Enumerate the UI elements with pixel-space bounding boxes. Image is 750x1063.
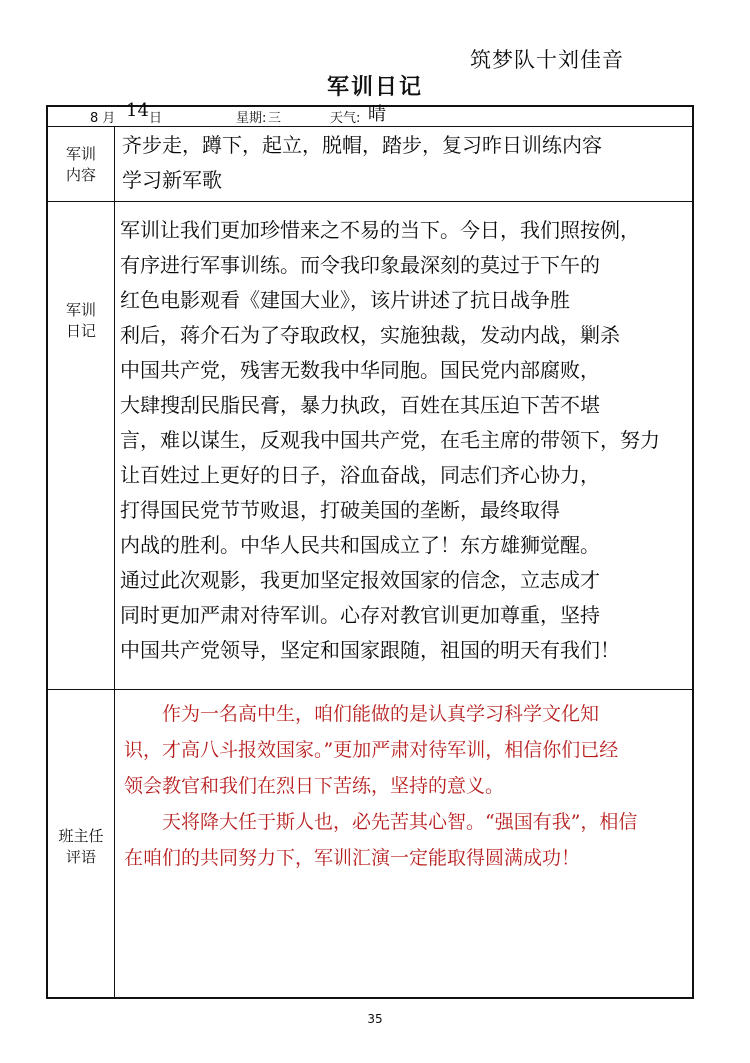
- diary-line: 大肆搜刮民脂民膏，暴力执政，百姓在其压迫下苦不堪: [120, 393, 600, 417]
- teacher-comment-text: [124, 696, 690, 876]
- weekday-label: 星期:: [236, 111, 267, 126]
- content-line: 学习新军歌: [122, 168, 222, 192]
- teacher-comment-label: 班主任 评语: [58, 827, 104, 866]
- content-text: [122, 128, 688, 198]
- comment-line: 天将降大任于斯人也，必先苦其心智。“强国有我”，相信: [124, 811, 638, 833]
- content-line: 齐步走，蹲下，起立，脱帽，踏步，复习昨日训练内容: [122, 133, 602, 157]
- comment-line: 作为一名高中生，咱们能做的是认真学习科学文化知: [124, 703, 600, 725]
- diary-text: [120, 213, 690, 668]
- diary-line: 通过此次观影，我更加坚定报效国家的信念，立志成才: [120, 568, 600, 592]
- comment-line: 在咱们的共同努力下，军训汇演一定能取得圆满成功！: [124, 847, 581, 869]
- diary-line: 让百姓过上更好的日子，浴血奋战，同志们齐心协力，: [120, 463, 600, 487]
- diary-line: 有序进行军事训练。而令我印象最深刻的莫过于下午的: [120, 253, 600, 277]
- diary-line: 打得国民党节节败退，打破美国的垄断，最终取得: [120, 498, 560, 522]
- page-title: 军训日记: [326, 75, 423, 100]
- diary-line: 红色电影观看《建国大业》，该片讲述了抗日战争胜: [120, 288, 570, 312]
- author-note: 筑梦队十刘佳音: [470, 48, 624, 72]
- diary-line: 言，难以谋生，反观我中国共产党，在毛主席的带领下，努力: [120, 428, 660, 452]
- diary-line: 内战的胜利。中华人民共和国成立了！东方雄狮觉醒。: [120, 533, 600, 557]
- diary-line: 军训让我们更加珍惜来之不易的当下。今日，我们照按例，: [120, 218, 640, 242]
- content-row-divider: [46, 201, 694, 202]
- content-label: 军训 内容: [65, 145, 96, 184]
- weather-label: 天气:: [330, 111, 361, 126]
- weekday-value: 三: [268, 111, 282, 126]
- diary-line: 同时更加严肃对待军训。心存对教官训更加尊重，坚持: [120, 603, 600, 627]
- date-month-label: 8 月: [90, 111, 116, 126]
- label-column-divider: [114, 126, 115, 999]
- weather-value: 晴: [368, 104, 386, 125]
- diary-line: 中国共产党领导，坚定和国家跟随，祖国的明天有我们！: [120, 638, 620, 662]
- comment-line: 领会教官和我们在烈日下苦练，坚持的意义。: [124, 775, 505, 797]
- comment-line: 识，才高八斗报效国家。”更加严肃对待军训，相信你们已经: [124, 739, 619, 761]
- diary-row-divider: [46, 689, 694, 690]
- header-row-divider: [46, 126, 694, 127]
- date-day-value: 14: [126, 100, 149, 121]
- diary-label: 军训 日记: [65, 301, 96, 340]
- date-day-unit: 日: [149, 111, 163, 126]
- diary-line: 中国共产党，残害无数我中华同胞。国民党内部腐败，: [120, 358, 600, 382]
- diary-line: 利后，蒋介石为了夺取政权，实施独裁，发动内战，剿杀: [120, 323, 620, 347]
- page-number: 35: [367, 1012, 383, 1026]
